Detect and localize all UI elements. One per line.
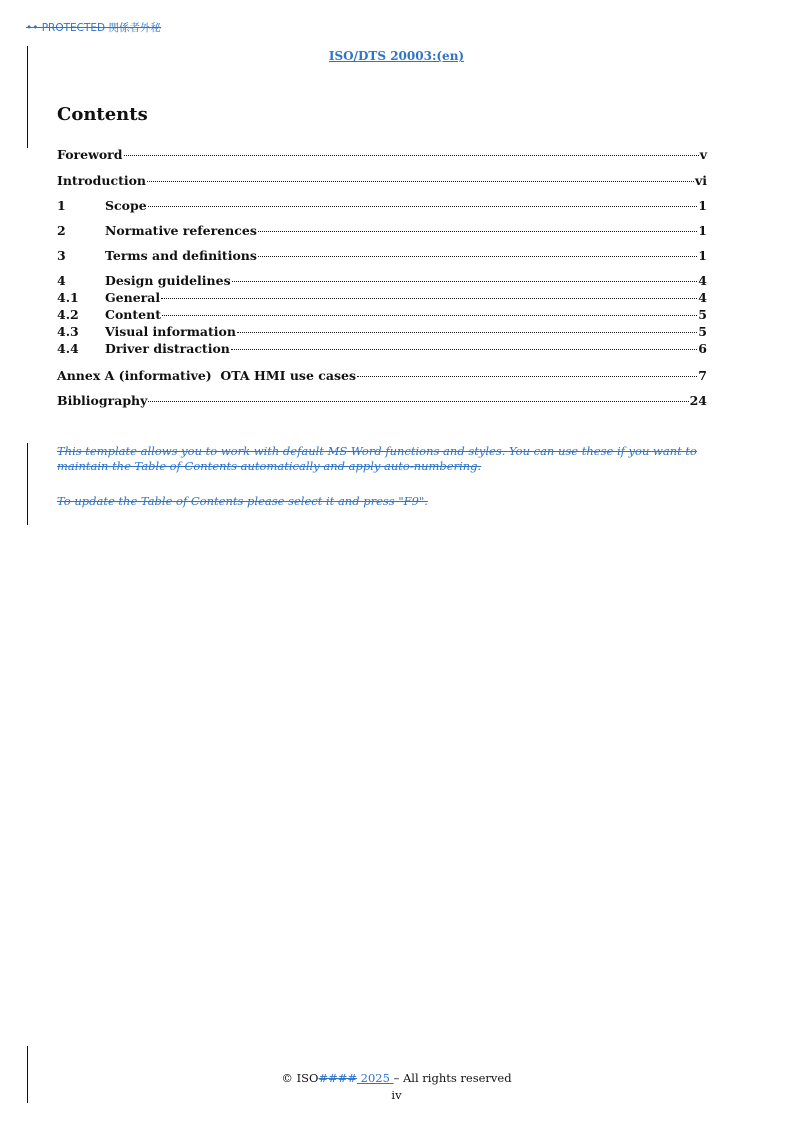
toc-entry-driver-distraction[interactable]: [57, 341, 707, 357]
toc-entry-terms-definitions[interactable]: [57, 248, 707, 264]
toc-entry-content[interactable]: [57, 307, 707, 323]
toc-leader: [258, 256, 697, 257]
rights-text: – All rights reserved: [393, 1071, 512, 1085]
toc-page: 1: [698, 198, 707, 213]
toc-page: 7: [698, 368, 707, 383]
toc-entry-annex-a[interactable]: [57, 368, 707, 384]
deleted-year: ####: [318, 1071, 357, 1085]
toc-number: 4.3: [57, 324, 79, 339]
toc-entry-scope[interactable]: [57, 198, 707, 214]
toc-title: Driver distraction: [105, 341, 230, 356]
toc-entry-normative-references[interactable]: [57, 223, 707, 239]
toc-title: Annex A (informative) OTA HMI use cases: [57, 368, 356, 383]
update-toc-note: To update the Table of Contents please select it and press "F9".: [57, 494, 428, 508]
toc-leader: [258, 231, 697, 232]
toc-number: 3: [57, 248, 66, 263]
toc-leader: [231, 349, 697, 350]
toc-title: Introduction: [57, 173, 147, 188]
toc-entry-visual-information[interactable]: [57, 324, 707, 340]
toc-number: 4.1: [57, 290, 79, 305]
toc-page: 5: [698, 324, 707, 339]
toc-leader: [148, 401, 688, 402]
inserted-year: 2025: [356, 1071, 394, 1085]
toc-entry-bibliography[interactable]: [57, 393, 707, 409]
toc-leader: [161, 298, 697, 299]
toc-title: Normative references: [105, 223, 257, 238]
toc-leader: [147, 181, 694, 182]
toc-leader: [148, 206, 698, 207]
toc-title: Foreword: [57, 147, 123, 162]
toc-leader: [232, 281, 698, 282]
change-bar-notes: [27, 443, 28, 525]
copyright-prefix: © ISO: [281, 1071, 319, 1085]
toc-entry-foreword[interactable]: [57, 147, 707, 163]
toc-entry-introduction[interactable]: [57, 173, 707, 189]
toc-title: Design guidelines: [105, 273, 231, 288]
toc-page: 5: [698, 307, 707, 322]
toc-entry-design-guidelines[interactable]: [57, 273, 707, 289]
toc-number: 2: [57, 223, 66, 238]
toc-title: Content: [105, 307, 161, 322]
document-id: ISO/DTS 20003:(en): [328, 49, 465, 63]
toc-page: 6: [698, 341, 707, 356]
toc-title: General: [105, 290, 161, 305]
toc-title: Bibliography: [57, 393, 148, 408]
page-number: iv: [391, 1088, 402, 1102]
toc-leader: [237, 332, 697, 333]
toc-page: v: [699, 147, 707, 162]
toc-title: Visual information: [105, 324, 236, 339]
toc-title: Terms and definitions: [105, 248, 257, 263]
toc-number: 4: [57, 273, 66, 288]
toc-entry-general[interactable]: [57, 290, 707, 306]
toc-leader: [124, 155, 699, 156]
toc-leader: [357, 376, 697, 377]
toc-page: 4: [698, 273, 707, 288]
footer-copyright: [0, 1071, 793, 1085]
template-instruction-note: This template allows you to work with default MS Word functions and styles. You can use these if you want to maintain the Table of Contents automatically and apply auto-numbering.: [57, 444, 697, 473]
toc-number: 4.2: [57, 307, 79, 322]
toc-page: 24: [689, 393, 707, 408]
toc-page: vi: [694, 173, 707, 188]
toc-page: 4: [698, 290, 707, 305]
contents-heading: Contents: [57, 104, 148, 125]
toc-number: 1: [57, 198, 66, 213]
toc-page: 1: [698, 248, 707, 263]
toc-page: 1: [698, 223, 707, 238]
toc-number: 4.4: [57, 341, 79, 356]
protected-classification-label: •• PROTECTED 関係者外秘: [26, 22, 161, 34]
toc-leader: [162, 315, 697, 316]
toc-title: Scope: [105, 198, 147, 213]
